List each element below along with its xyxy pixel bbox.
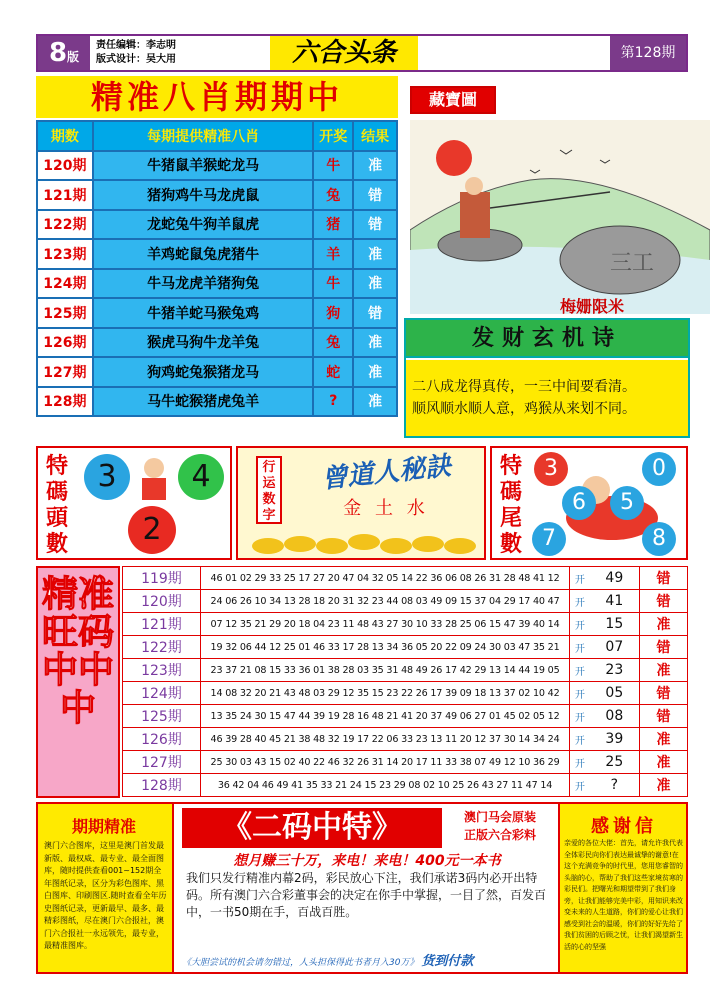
zodiac-cell-result: 准 [353, 357, 397, 387]
draw-value: 49 [590, 567, 640, 590]
number-ball: 0 [642, 452, 676, 486]
numbers-list: 13 35 24 30 15 47 44 39 19 28 16 48 21 41 20 37 49 06 27 01 45 02 05 12 [200, 705, 569, 728]
zodiac-row [37, 298, 397, 328]
library-title: 期期精准 [71, 817, 136, 836]
poem-title: 发财玄机诗 [406, 320, 688, 358]
draw-mark: 开 [570, 728, 590, 751]
draw-value: 05 [590, 682, 640, 705]
editor-line: 责任编辑：李志明 [96, 40, 176, 51]
numbers-row [123, 590, 688, 613]
zodiac-cell-period: 124期 [37, 269, 93, 299]
numbers-row [123, 567, 688, 590]
numbers-result: 准 [640, 774, 688, 797]
zodiac-cell-result: 错 [353, 298, 397, 328]
designer-line: 版式设计：吴大用 [96, 54, 176, 65]
zodiac-cell-zodiac: 猴虎马狗牛龙羊兔 [93, 328, 314, 358]
numbers-row [123, 613, 688, 636]
draw-mark: 开 [570, 659, 590, 682]
numbers-list: 14 08 32 20 21 43 48 03 29 12 35 15 23 22 26 17 39 09 18 13 37 02 10 42 [200, 682, 569, 705]
tema-tail-label: 特碼尾數 [499, 454, 522, 557]
zodiac-row [37, 357, 397, 387]
tema-head-label: 特碼頭數 [45, 454, 68, 557]
numbers-period: 122期 [123, 636, 201, 659]
draw-mark: 开 [570, 636, 590, 659]
number-ball: 2 [128, 506, 176, 554]
draw-mark: 开 [570, 567, 590, 590]
page-header [36, 34, 688, 72]
book-ad-subtitle [446, 808, 554, 844]
numbers-period: 124期 [123, 682, 201, 705]
zodiac-row [37, 387, 397, 417]
number-ball: 6 [562, 486, 596, 520]
numbers-period: 119期 [123, 567, 201, 590]
thanks-letter-text: 亲爱的各位大佬：首先，请允许我代表全体彩民向你们表达最诚挚的谢意!在这个充满竞争的时代里，您用您睿智的头脑的心，帮助了我们这些家境贫寒的彩民们。把曙光和期望带到了我们身旁，让我们能够完美中彩，用知识来改变未来的人生道路，你们的爱心让我们感受到社会的温暖，你们的好好先给了我们贫困的后顾之忧，让我们渴望新生活的心的坚强 [564, 839, 683, 951]
zodiac-cell-draw: ? [313, 387, 353, 417]
number-ball: 7 [532, 522, 566, 556]
poem-line: 二八成龙得真传，一三中间要看清。 [412, 379, 636, 395]
numbers-list: 25 30 03 43 15 02 40 22 46 32 26 31 14 20 17 11 33 38 07 49 12 10 36 29 [200, 751, 569, 774]
footer-note: 《大胆尝试的机会请勿错过，人头担保得此书者月入30万》 [182, 958, 419, 968]
zodiac-cell-draw: 猪 [313, 210, 353, 240]
draw-value: 23 [590, 659, 640, 682]
numbers-row [123, 751, 688, 774]
number-ball: 8 [642, 522, 676, 556]
zodiac-cell-zodiac: 牛猪羊蛇马猴兔鸡 [93, 298, 314, 328]
numbers-result: 准 [640, 613, 688, 636]
numbers-list: 23 37 21 08 15 33 36 01 38 28 03 35 31 48 49 26 17 42 29 13 14 44 19 05 [200, 659, 569, 682]
number-ball: 4 [178, 454, 224, 500]
bottom-section [36, 802, 688, 974]
fisherman-figure [460, 192, 490, 238]
poem-box [404, 318, 690, 438]
numbers-row [123, 705, 688, 728]
poem-line: 顺风顺水顺人意，鸡猴从来划不同。 [412, 401, 636, 417]
zodiac-cell-draw: 牛 [313, 269, 353, 299]
zodiac-cell-period: 127期 [37, 357, 93, 387]
zodiac-row [37, 328, 397, 358]
mascot-icon [132, 454, 176, 504]
page-number: 8版 [38, 36, 90, 70]
numbers-row [123, 774, 688, 797]
numbers-period: 121期 [123, 613, 201, 636]
draw-mark: 开 [570, 705, 590, 728]
zodiac-row [37, 239, 397, 269]
col-zodiac: 每期提供精准八肖 [93, 121, 314, 151]
numbers-list: 07 12 35 21 29 20 18 04 23 11 48 43 27 30 10 33 28 25 06 15 47 39 40 14 [200, 613, 569, 636]
zodiac-cell-result: 准 [353, 239, 397, 269]
zodiac-cell-result: 错 [353, 210, 397, 240]
book-ad-title: 《二码中特》 [182, 808, 442, 848]
numbers-result: 错 [640, 636, 688, 659]
numbers-result: 错 [640, 567, 688, 590]
col-result: 结果 [353, 121, 397, 151]
numbers-row [123, 682, 688, 705]
treasure-map-title: 藏寶圖 [410, 86, 496, 114]
book-ad-text: 我们只发行精准内幕2码，彩民放心下注，我们承诺3码内必开出特码。所有澳门六合彩董事会的决定在你手中掌握，一目了然，百发百中，一书50期在手，百战百胜。 [186, 871, 547, 919]
zodiac-cell-draw: 兔 [313, 180, 353, 210]
zodiac-cell-zodiac: 牛猪鼠羊猴蛇龙马 [93, 151, 314, 181]
draw-mark: 开 [570, 613, 590, 636]
zodiac-cell-period: 123期 [37, 239, 93, 269]
draw-value: 25 [590, 751, 640, 774]
number-ball: 3 [84, 454, 130, 500]
library-text: 澳门六合图库，这里是澳门首发最新版、最权威、最专业、最全面图库，随时提供查看001~152期全年图纸记录，区分为彩色图库、黑白图库、印刷图区.随时查看全年历史图纸记录，更新最早、最多、最精彩图纸，尽在澳门六合报社，澳门六合报社一永远领先，最专业，最精准图库。 [44, 841, 167, 950]
zodiac-cell-result: 准 [353, 387, 397, 417]
editor-credits [96, 39, 176, 67]
numbers-list: 46 39 28 40 45 21 38 48 32 19 17 22 06 33 23 13 11 20 12 37 30 14 34 24 [200, 728, 569, 751]
numbers-row [123, 728, 688, 751]
zodiac-row [37, 151, 397, 181]
zodiac-cell-period: 126期 [37, 328, 93, 358]
zodiac-cell-zodiac: 狗鸡蛇兔猴猪龙马 [93, 357, 314, 387]
number-ball: 5 [610, 486, 644, 520]
numbers-period: 127期 [123, 751, 201, 774]
sun-icon [436, 140, 472, 176]
gold-ingots-icon [248, 528, 480, 558]
numbers-period: 126期 [123, 728, 201, 751]
numbers-list: 24 06 26 10 34 13 28 18 20 31 32 23 44 08 03 49 09 15 37 04 29 17 40 47 [200, 590, 569, 613]
numbers-period: 123期 [123, 659, 201, 682]
numbers-row [123, 659, 688, 682]
numbers-table [122, 566, 688, 797]
numbers-list: 36 42 04 46 49 41 35 33 21 24 15 23 29 08 02 10 25 26 43 27 11 47 14 [200, 774, 569, 797]
paper-title: 六合头条 [270, 36, 418, 70]
tema-tail-box [490, 446, 688, 560]
zodiac-cell-period: 122期 [37, 210, 93, 240]
numbers-period: 120期 [123, 590, 201, 613]
treasure-map-illustration [410, 120, 710, 314]
numbers-result: 错 [640, 590, 688, 613]
zodiac-cell-result: 准 [353, 151, 397, 181]
numbers-result: 准 [640, 751, 688, 774]
svg-text:三工: 三工 [610, 251, 655, 276]
draw-value: 41 [590, 590, 640, 613]
zodiac-cell-draw: 羊 [313, 239, 353, 269]
zodiac-cell-zodiac: 羊鸡蛇鼠兔虎猪牛 [93, 239, 314, 269]
col-period: 期数 [37, 121, 93, 151]
draw-mark: 开 [570, 751, 590, 774]
draw-mark: 开 [570, 774, 590, 797]
draw-value: 15 [590, 613, 640, 636]
zodiac-cell-draw: 牛 [313, 151, 353, 181]
zodiac-cell-zodiac: 牛马龙虎羊猪狗兔 [93, 269, 314, 299]
wang-label: 精准旺码中中中 [36, 566, 120, 798]
zodiac-cell-draw: 兔 [313, 328, 353, 358]
lucky-number-tag: 行运数字 [256, 456, 282, 524]
book-ad-slogan: 想月赚三十万，来电！来电！400元一本书 [233, 853, 501, 869]
zodiac-cell-result: 准 [353, 269, 397, 299]
numbers-result: 准 [640, 728, 688, 751]
library-panel [38, 804, 174, 972]
draw-mark: 开 [570, 682, 590, 705]
zodiac-row [37, 210, 397, 240]
zodiac-row [37, 180, 397, 210]
secret-box [236, 446, 486, 560]
book-ad-footer [182, 950, 552, 969]
poem-body [406, 360, 688, 436]
book-ad-panel [176, 804, 556, 972]
draw-value: 39 [590, 728, 640, 751]
zodiac-cell-period: 128期 [37, 387, 93, 417]
thanks-letter-title: 感谢信 [591, 816, 657, 837]
zodiac-cell-result: 准 [353, 328, 397, 358]
cod-label: 货到付款 [421, 954, 474, 969]
draw-value: 08 [590, 705, 640, 728]
tema-head-box [36, 446, 232, 560]
col-draw: 开奖 [313, 121, 353, 151]
subtitle-line: 澳门马会原装 [463, 810, 536, 824]
zodiac-cell-period: 125期 [37, 298, 93, 328]
secret-elements: 金 土 水 [343, 498, 429, 519]
numbers-list: 19 32 06 44 12 25 01 46 33 17 28 13 34 36 05 20 22 09 24 30 03 47 35 21 [200, 636, 569, 659]
treasure-partial-text: 梅姗限米 [560, 297, 625, 314]
numbers-period: 125期 [123, 705, 201, 728]
zodiac-cell-zodiac: 猪狗鸡牛马龙虎鼠 [93, 180, 314, 210]
zodiac-cell-zodiac: 龙蛇兔牛狗羊鼠虎 [93, 210, 314, 240]
numbers-row [123, 636, 688, 659]
thanks-letter-panel [558, 804, 686, 972]
zodiac-table [36, 120, 398, 417]
issue-number: 第128期 [610, 36, 686, 70]
zodiac-cell-draw: 蛇 [313, 357, 353, 387]
zodiac-row [37, 269, 397, 299]
zodiac-section-title: 精准八肖期期中 [36, 76, 398, 118]
draw-value: 07 [590, 636, 640, 659]
subtitle-line: 正版六合彩料 [463, 828, 536, 842]
zodiac-cell-period: 121期 [37, 180, 93, 210]
zodiac-cell-period: 120期 [37, 151, 93, 181]
numbers-period: 128期 [123, 774, 201, 797]
numbers-result: 错 [640, 705, 688, 728]
draw-value: ? [590, 774, 640, 797]
numbers-result: 准 [640, 659, 688, 682]
zodiac-cell-draw: 狗 [313, 298, 353, 328]
numbers-result: 错 [640, 682, 688, 705]
zodiac-cell-zodiac: 马牛蛇猴猪虎兔羊 [93, 387, 314, 417]
secret-title: 曾道人秘訣 [320, 451, 453, 495]
draw-mark: 开 [570, 590, 590, 613]
zodiac-cell-result: 错 [353, 180, 397, 210]
numbers-list: 46 01 02 29 33 25 17 27 20 47 04 32 05 14 22 36 06 08 26 31 28 48 41 12 [200, 567, 569, 590]
number-ball: 3 [534, 452, 568, 486]
